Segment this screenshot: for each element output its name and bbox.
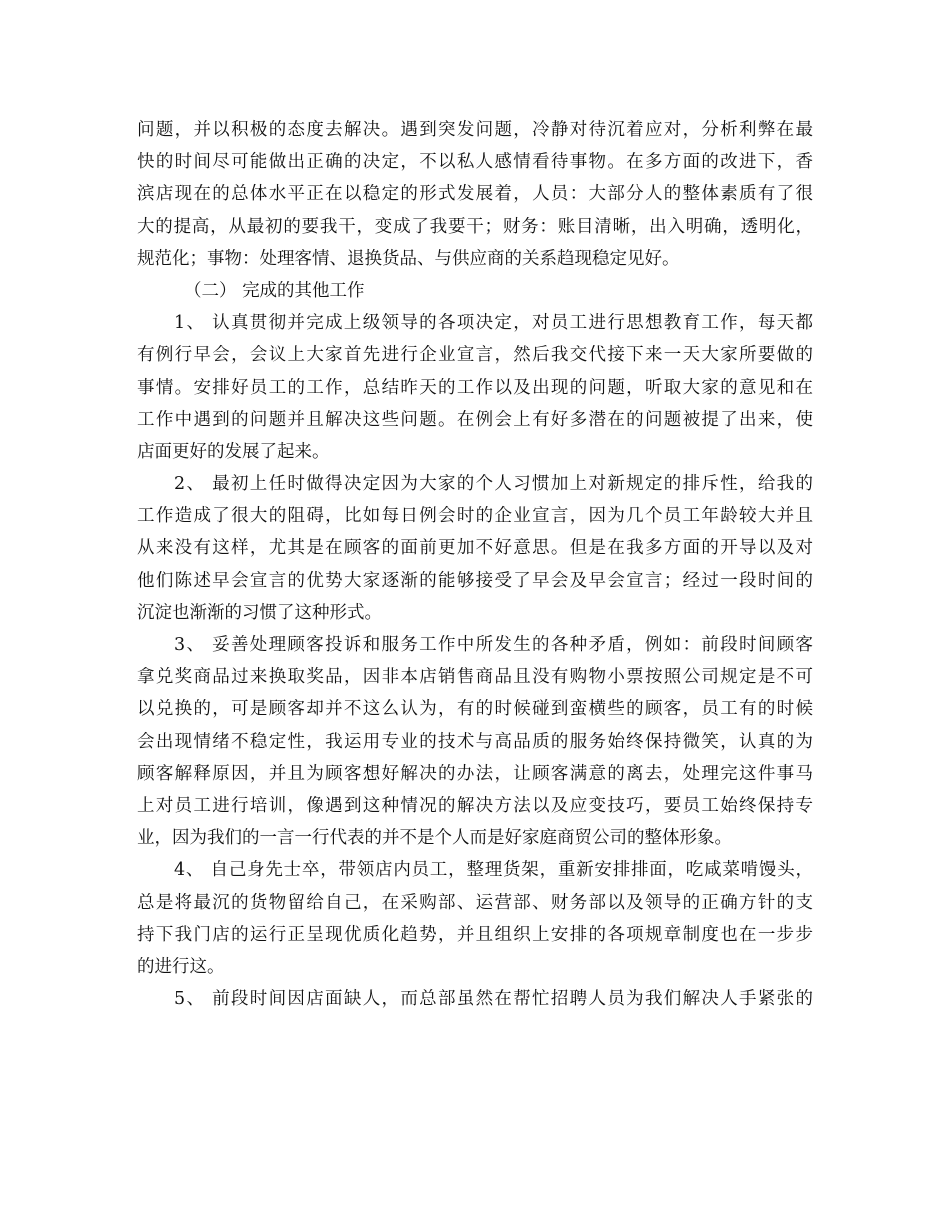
text-line: 拿兑奖商品过来换取奖品，因非本店销售商品且没有购物小票按照公司规定是不可 xyxy=(137,667,813,688)
text-line: 5、 前段时间因店面缺人，而总部虽然在帮忙招聘人员为我们解决人手紧张的 xyxy=(174,989,813,1010)
text-line: 问题，并以积极的态度去解决。遇到突发问题，冷静对待沉着应对，分析利弊在最 xyxy=(137,120,813,140)
list-item-1 xyxy=(137,307,813,468)
text-line: 他们陈述早会宣言的优势大家逐渐的能够接受了早会及早会宣言；经过一段时间的 xyxy=(137,570,813,591)
list-item-4 xyxy=(137,854,813,983)
list-item-5 xyxy=(137,983,813,1015)
text-line: 事情。安排好员工的工作，总结昨天的工作以及出现的问题，听取大家的意见和在 xyxy=(137,377,813,398)
text-line: 3、 妥善处理顾客投诉和服务工作中所发生的各种矛盾，例如：前段时间顾客 xyxy=(174,635,813,655)
text-line: 上对员工进行培训，像遇到这种情况的解决方法以及应变技巧，要员工始终保持专 xyxy=(137,795,813,816)
section-heading xyxy=(137,275,813,307)
text-line: 工作中遇到的问题并且解决这些问题。在例会上有好多潜在的问题被提了出来，使 xyxy=(137,409,813,430)
text-line: 顾客解释原因，并且为顾客想好解决的办法，让顾客满意的离去，处理完这件事马 xyxy=(137,763,813,784)
text-line: 滨店现在的总体水平正在以稳定的形式发展着，人员：大部分人的整体素质有了很 xyxy=(137,184,813,205)
text-line: 业，因为我们的一言一行代表的并不是个人而是好家庭商贸公司的整体形象。 xyxy=(137,828,732,849)
text-line: 工作造成了很大的阻碍，比如每日例会时的企业宣言，因为几个员工年龄较大并且 xyxy=(137,506,813,527)
text-line: 店面更好的发展了起来。 xyxy=(137,441,330,462)
text-line: 1、 认真贯彻并完成上级领导的各项决定，对员工进行思想教育工作，每天都 xyxy=(174,313,813,334)
text-line: 大的提高，从最初的要我干，变成了我要干；财务：账目清晰，出入明确，透明化， xyxy=(137,216,813,237)
list-item-2 xyxy=(137,468,813,629)
text-line: 沉淀也渐渐的习惯了这种形式。 xyxy=(137,602,382,623)
text-line: 有例行早会，会议上大家首先进行企业宣言，然后我交代接下来一天大家所要做的 xyxy=(137,345,813,366)
text-line: 总是将最沉的货物留给自己，在采购部、运营部、财务部以及领导的正确方针的支 xyxy=(137,892,813,913)
heading-text: （二） 完成的其他工作 xyxy=(184,280,365,301)
text-line: 的进行这。 xyxy=(137,956,225,977)
text-line: 持下我门店的运行正呈现优质化趋势，并且组织上安排的各项规章制度也在一步步 xyxy=(137,924,813,945)
text-line: 以兑换的，可是顾客却并不这么认为，有的时候碰到蛮横些的顾客，员工有的时候 xyxy=(137,699,813,720)
paragraph-intro xyxy=(137,114,813,275)
document-body xyxy=(137,114,813,1015)
text-line: 从来没有这样，尤其是在顾客的面前更加不好意思。但是在我多方面的开导以及对 xyxy=(137,538,813,559)
text-line: 2、 最初上任时做得决定因为大家的个人习惯加上对新规定的排斥性，给我的 xyxy=(174,474,813,495)
list-item-3 xyxy=(137,629,813,854)
text-line: 4、 自己身先士卒，带领店内员工，整理货架，重新安排排面，吃咸菜啃馒头， xyxy=(174,860,813,881)
text-line: 会出现情绪不稳定性，我运用专业的技术与高品质的服务始终保持微笑，认真的为 xyxy=(137,731,813,752)
text-line: 规范化；事物：处理客情、退换货品、与供应商的关系趋现稳定见好。 xyxy=(137,248,680,269)
text-line: 快的时间尽可能做出正确的决定，不以私人感情看待事物。在多方面的改进下，香 xyxy=(137,152,813,173)
